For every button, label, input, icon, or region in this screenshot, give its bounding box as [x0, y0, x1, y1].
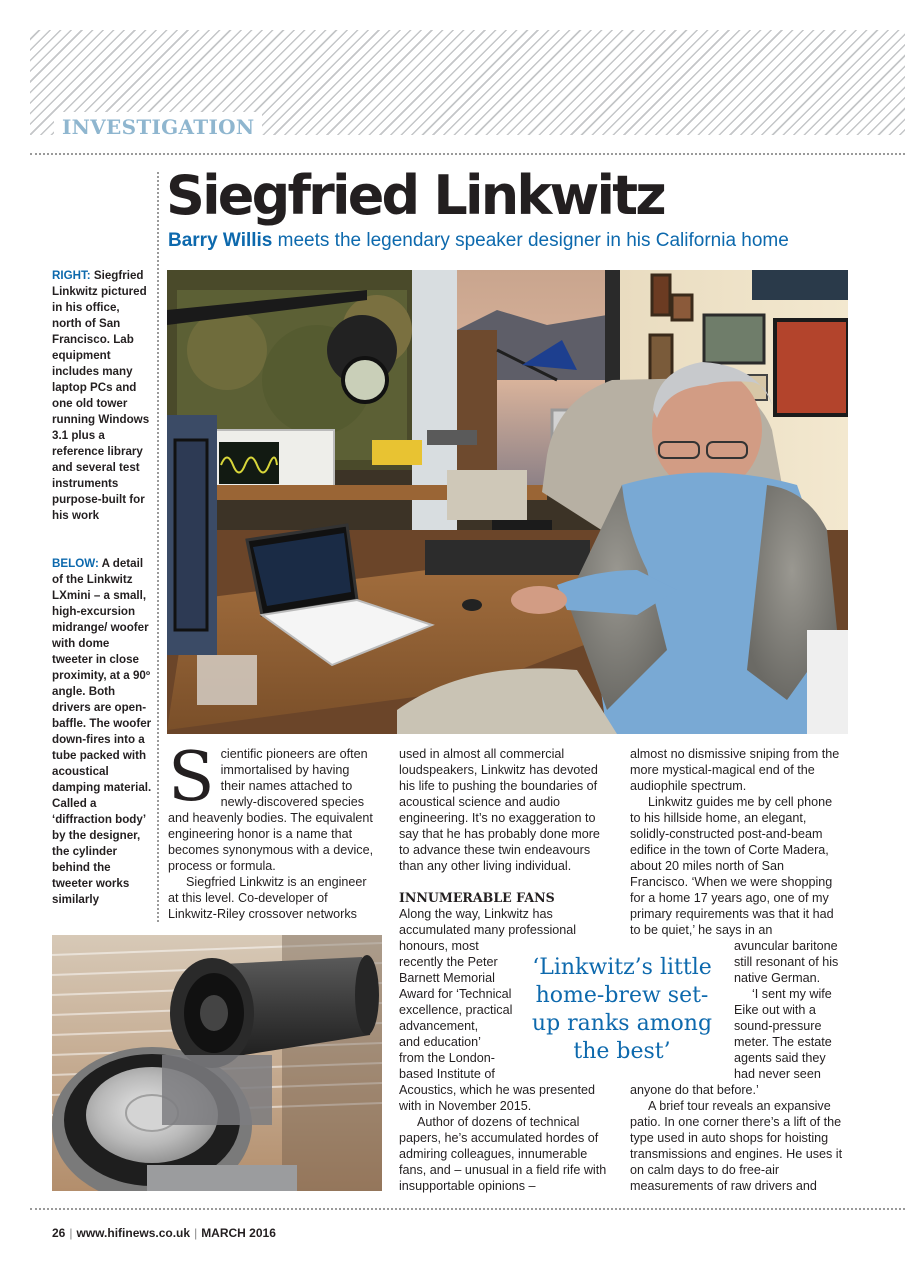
caption-text: Siegfried Linkwitz pictured in his office, north of San Francisco. Lab equipment includes many laptop PCs and one old tower running Windows 3.1 plus a reference library and several test instruments purpose-built for his work: [52, 269, 150, 522]
paragraph: Author of dozens of technical papers, he’s accumulated hordes of admiring colleagues, innumerable fans, and – unusual in a field rife with insupportable opinions –: [399, 1115, 607, 1193]
text-line: sound-pressure: [734, 1019, 822, 1033]
drop-cap: S: [168, 738, 215, 817]
text-line: advancement,: [399, 1019, 479, 1033]
lxmini-photo: [52, 935, 382, 1191]
text-line: avuncular baritone: [734, 939, 838, 953]
text-line: native German.: [734, 971, 821, 985]
caption-right: [52, 268, 152, 524]
paragraph: A brief tour reveals an expansive patio. In one corner there’s a lift of the type used in auto shops for hoisting transmissions and engines. He uses it on calm days to do free-air measurements of raw drivers and: [630, 1099, 843, 1193]
page-number: 26: [52, 1226, 66, 1240]
paragraph: almost no dismissive sniping from the more mystical-magical end of the audiophile spectrum.: [630, 747, 840, 793]
text-line: still resonant of his: [734, 955, 839, 969]
caption-below: [52, 556, 152, 908]
text-line: and education’: [399, 1035, 481, 1049]
text-line: based Institute of: [399, 1067, 495, 1081]
section-label: INVESTIGATION: [54, 112, 262, 142]
text-line: excellence, practical: [399, 1003, 513, 1017]
text-line: ‘I sent my wife: [752, 987, 832, 1001]
caption-text: A detail of the Linkwitz LXmini – a small, high-excursion midrange/ woofer with dome tweeter in close proximity, at a 90º angle. Both drivers are open-baffle. The woofer down-fires into a tube packed with acoustical damping material. Called a ‘diffraction body’ by the designer, the cylinder behind the tweeter works similarly: [52, 557, 152, 906]
paragraph: Acoustics, which he was presented with in November 2015.: [399, 1083, 596, 1113]
caption-lead: RIGHT:: [52, 269, 91, 282]
folio-separator: |: [69, 1226, 73, 1240]
paragraph-wrapped: [734, 938, 845, 1082]
paragraph-wrapped: [399, 938, 517, 1082]
folio: [52, 1226, 276, 1240]
paragraph: Linkwitz guides me by cell phone to his hillside home, an elegant, solidly-constructed post-and-beam edifice in the town of Corte Madera, about 20 miles north of San Francisco. ‘When we were shopping for a home 17 years ago, one of my primary requirements was that it had to be quiet,’ he says in an: [630, 795, 834, 937]
bottom-dotted-rule: [30, 1208, 905, 1210]
paragraph: Siegfried Linkwitz is an engineer at this level. Co-developer of Linkwitz-Riley crossover networks: [168, 875, 367, 921]
pull-quote: ‘Linkwitz’s little home-brew set-up ranks among the best’: [531, 955, 713, 1064]
standfirst: [168, 230, 868, 252]
paragraph: anyone do that before.’: [630, 1083, 759, 1097]
text-line: Award for ‘Technical: [399, 987, 512, 1001]
standfirst-text: meets the legendary speaker designer in his California home: [272, 230, 789, 251]
caption-lead: BELOW:: [52, 557, 99, 570]
text-line: Eike out with a: [734, 1003, 816, 1017]
article-column-1: [168, 738, 375, 922]
text-line: from the London-: [399, 1051, 495, 1065]
paragraph: Along the way, Linkwitz has accumulated many professional: [399, 907, 577, 937]
text-line: Barnett Memorial: [399, 971, 495, 985]
text-line: honours, most: [399, 939, 479, 953]
top-dotted-rule: [30, 153, 905, 155]
paragraph: used in almost all commercial loudspeakers, Linkwitz has devoted his life to pushing the boundaries of acoustical science and audio engineering. It’s no exaggeration to say that he has probably done more to advance these twin endeavours than any other living individual.: [399, 747, 600, 873]
folio-separator: |: [194, 1226, 198, 1240]
text-line: meter. The estate: [734, 1035, 832, 1049]
issue-date: MARCH 2016: [201, 1226, 276, 1240]
website-link[interactable]: www.hifinews.co.uk: [76, 1226, 191, 1240]
headline: Siegfried Linkwitz: [166, 164, 664, 227]
text-line: recently the Peter: [399, 955, 498, 969]
text-line: agents said they: [734, 1051, 826, 1065]
office-photo: [167, 270, 848, 734]
text-line: had never seen: [734, 1067, 821, 1081]
paragraph: cientific pioneers are often immortalised by having their names attached to newly-discovered species and heavenly bodies. The equivalent engineering honor is a name that becomes synonymous with a device, process or formula.: [168, 747, 374, 873]
caption-dotted-rule: [157, 172, 159, 922]
subheading: INNUMERABLE FANS: [399, 890, 555, 905]
author-name: Barry Willis: [168, 230, 273, 251]
